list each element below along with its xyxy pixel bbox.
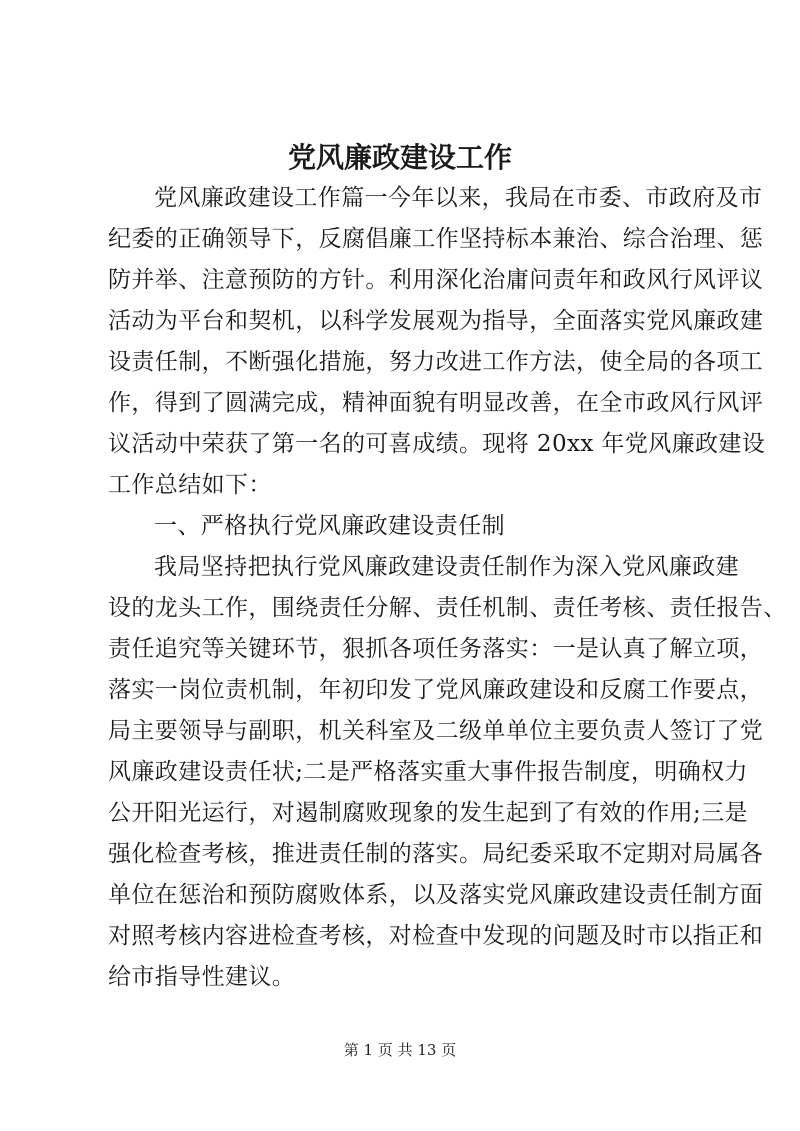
- paragraph-line: 责任追究等关键环节，狠抓各项任务落实：一是认真了解立项，: [108, 636, 764, 662]
- paragraph-line: 局主要领导与副职，机关科室及二级单单位主要负责人签订了党: [108, 718, 764, 744]
- document-body: [108, 178, 787, 998]
- paragraph-line: 议活动中荣获了第一名的可喜成绩。现将 20xx 年党风廉政建设: [108, 431, 766, 457]
- paragraph-line: 落实一岗位责机制，年初印发了党风廉政建设和反腐工作要点，: [108, 677, 764, 703]
- paragraph-line: 设责任制，不断强化措施，努力改进工作方法，使全局的各项工: [108, 349, 764, 375]
- page-number-footer: 第 1 页 共 13 页: [343, 1041, 457, 1059]
- paragraph-line: 我局坚持把执行党风廉政建设责任制作为深入党风廉政建: [154, 554, 739, 580]
- paragraph-line: 工作总结如下：: [108, 472, 272, 498]
- paragraph-line: 纪委的正确领导下，反腐倡廉工作坚持标本兼治、综合治理、惩: [108, 226, 764, 252]
- paragraph-line: 公开阳光运行，对遏制腐败现象的发生起到了有效的作用;三是: [108, 800, 748, 826]
- section-heading: 一、严格执行党风廉政建设责任制: [154, 513, 505, 539]
- paragraph-line: 给市指导性建议。: [108, 964, 296, 990]
- document-title: 党风廉政建设工作: [287, 141, 512, 174]
- paragraph-line: 风廉政建设责任状;二是严格落实重大事件报告制度，明确权力: [108, 759, 748, 785]
- paragraph-line: 对照考核内容进检查考核，对检查中发现的问题及时市以指正和: [108, 923, 764, 949]
- paragraph-line: 活动为平台和契机，以科学发展观为指导，全面落实党风廉政建: [108, 308, 764, 334]
- paragraph-line: 单位在惩治和预防腐败体系，以及落实党风廉政建设责任制方面: [108, 882, 764, 908]
- paragraph-line: 设的龙头工作，围绕责任分解、责任机制、责任考核、责任报告、: [108, 595, 787, 621]
- paragraph-line: 作，得到了圆满完成，精神面貌有明显改善，在全市政风行风评: [108, 390, 764, 416]
- paragraph-line: 党风廉政建设工作篇一今年以来，我局在市委、市政府及市: [154, 185, 763, 211]
- paragraph-line: 强化检查考核，推进责任制的落实。局纪委采取不定期对局属各: [108, 841, 764, 867]
- paragraph-line: 防并举、注意预防的方针。利用深化治庸问责年和政风行风评议: [108, 267, 764, 293]
